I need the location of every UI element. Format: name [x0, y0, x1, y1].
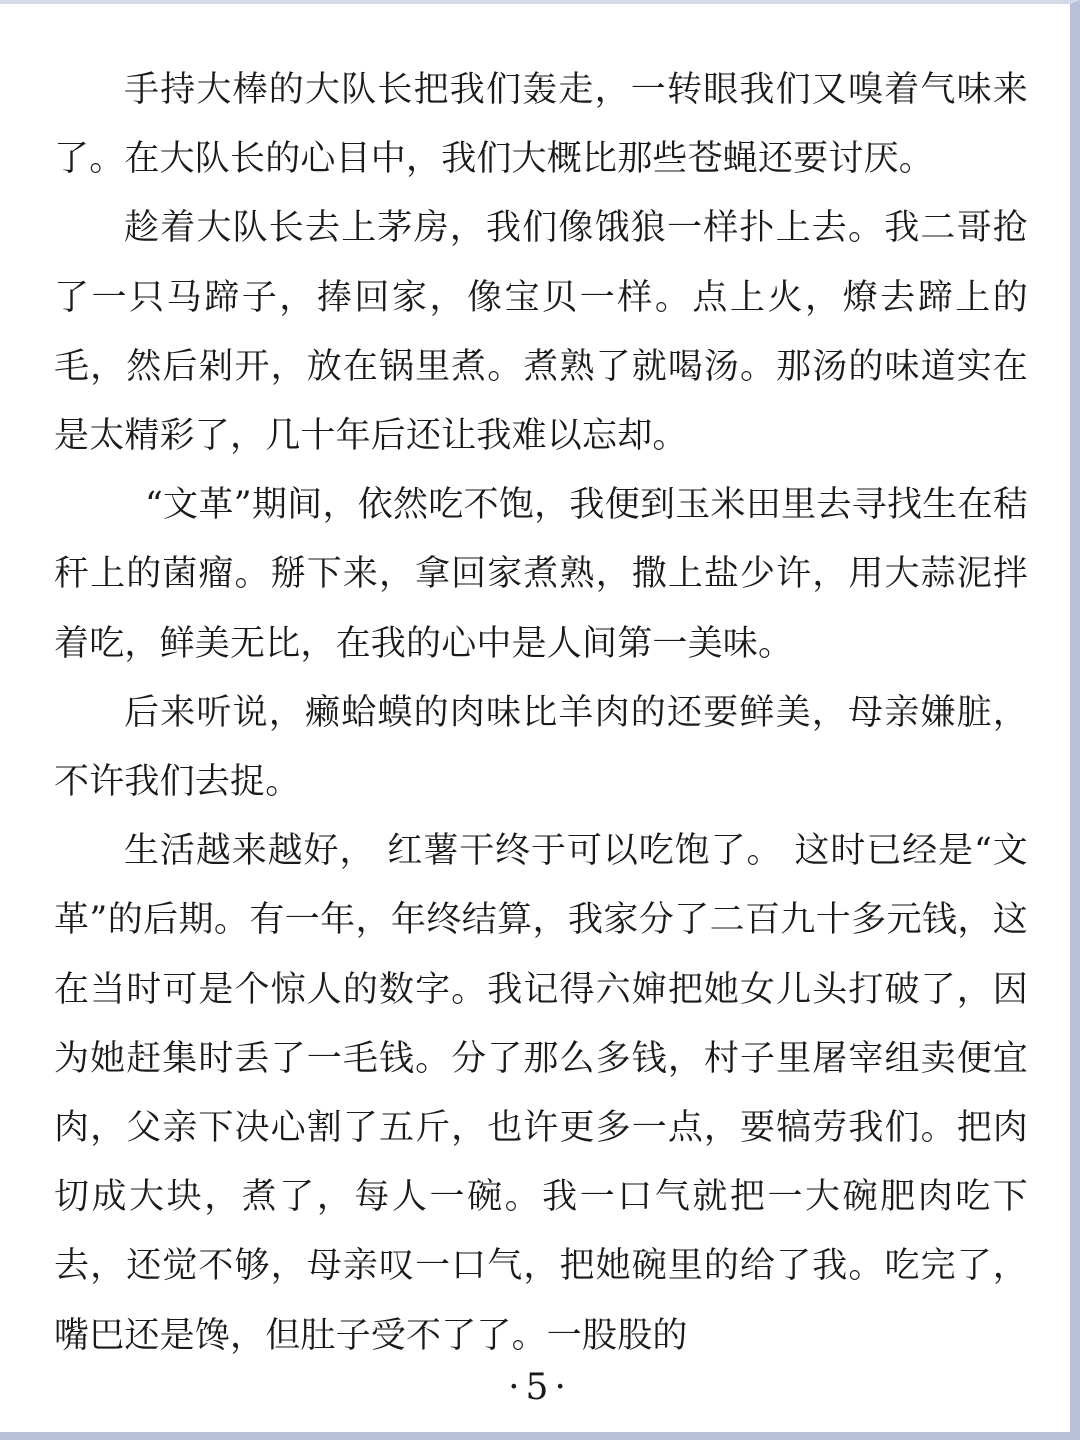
paragraph-1: 手持大棒的大队长把我们轰走，一转眼我们又嗅着气味来了。在大队长的心目中，我们大概比那些苍蝇还要讨厌。 [54, 70, 1028, 180]
paragraph-4: 后来听说，癞蛤蟆的肉味比羊肉的还要鲜美，母亲嫌脏，不许我们去捉。 [54, 692, 1028, 803]
paragraph-2: 趁着大队长去上茅房，我们像饿狼一样扑上去。我二哥抢了一只马蹄子，捧回家，像宝贝一样。点上火，燎去蹄上的毛，然后剁开，放在锅里煮。煮熟了就喝汤。那汤的味道实在是太精彩了，几十年后还让我难以忘却。 [54, 208, 1028, 457]
paragraph-3: “文革”期间，依然吃不饱，我便到玉米田里去寻找生在秸秆上的菌瘤。掰下来，拿回家煮熟，撒上盐少许，用大蒜泥拌着吃，鲜美无比，在我的心中是人间第一美味。 [54, 485, 1028, 664]
page-number: ·5· [508, 1367, 572, 1408]
paragraph-5: 生活越来越好， 红薯干终于可以吃饱了。 这时已经是“文革”的后期。有一年，年终结算，我家分了二百九十多元钱，这在当时可是个惊人的数字。我记得六婶把她女儿头打破了，因为她赶集时丢了一毛钱。分了那么多钱，村子里屠宰组卖便宜肉，父亲下决心割了五斤，也许更多一点，要犒劳我们。把肉切成大块，煮了，每人一碗。我一口气就把一大碗肥肉吃下去，还觉不够，母亲叹一口气，把她碗里的给了我。吃完了，嘴巴还是馋，但肚子受不了了。一股股的 [54, 831, 1028, 1356]
document-body [54, 56, 1028, 1371]
